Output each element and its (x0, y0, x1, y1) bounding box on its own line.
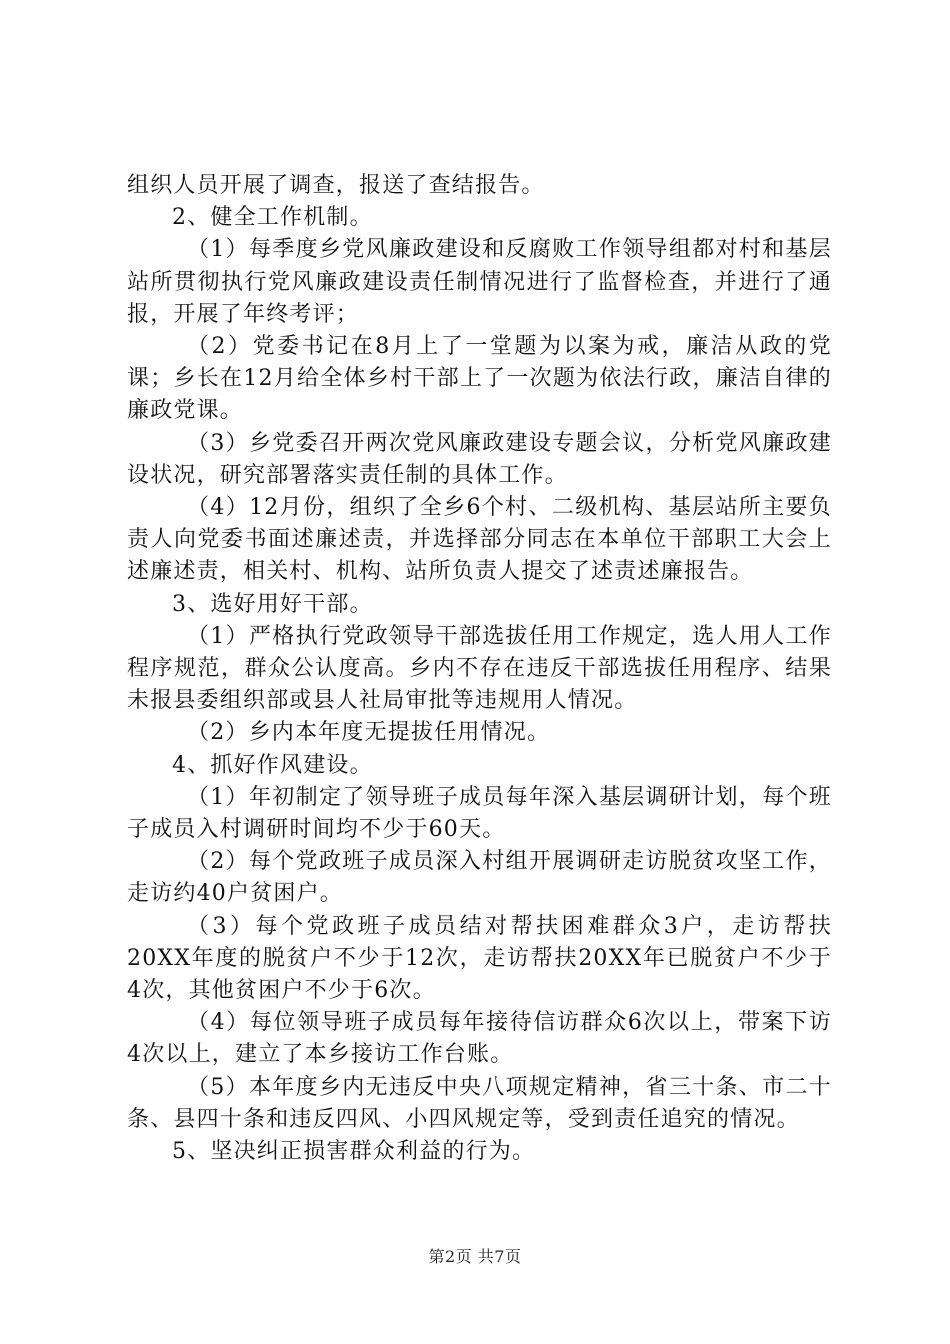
section-heading: 2、健全工作机制。 (172, 205, 373, 231)
body-paragraph: （3）乡党委召开两次党风廉政建设专题会议，分析党风廉政建设状况，研究部署落实责任制的具体工作。 (127, 430, 832, 488)
body-paragraph: （2）每个党政班子成员深入村组开展调研走访脱贫攻坚工作，走访约40户贫困户。 (127, 849, 832, 907)
section-heading: 4、抓好作风建设。 (172, 752, 373, 778)
body-paragraph: （5）本年度乡内无违反中央八项规定精神，省三十条、市二十条、县四十条和违反四风、小四风规定等，受到责任追究的情况。 (127, 1074, 832, 1132)
body-paragraph: 组织人员开展了调查，报送了查结报告。 (127, 173, 545, 198)
page-footer: 第2页 共7页 (428, 1247, 522, 1266)
section-heading: 3、选好用好干部。 (172, 591, 373, 617)
body-paragraph: （1）每季度乡党风廉政建设和反腐败工作领导组都对村和基层站所贯彻执行党风廉政建设责任制情况进行了监督检查，并进行了通报，开展了年终考评； (127, 237, 832, 327)
body-paragraph: （3）每个党政班子成员结对帮扶困难群众3户，走访帮扶20XX年度的脱贫户不少于12次，走访帮扶20XX年已脱贫户不少于4次，其他贫困户不少于6次。 (127, 913, 832, 1004)
body-paragraph: （1）严格执行党政领导干部选拔任用工作规定，选人用人工作程序规范，群众公认度高。乡内不存在违反干部选拔任用程序、结果未报县委组织部或县人社局审批等违规用人情况。 (127, 623, 832, 714)
body-paragraph: （2）党委书记在8月上了一堂题为以案为戒，廉洁从政的党课；乡长在12月给全体乡村干部上了一次题为依法行政，廉洁自律的廉政党课。 (127, 334, 832, 424)
section-heading: 5、坚决纠正损害群众利益的行为。 (172, 1139, 536, 1165)
body-paragraph: （4）每位领导班子成员每年接待信访群众6次以上，带案下访4次以上，建立了本乡接访工作台账。 (127, 1010, 832, 1068)
document-body (127, 170, 832, 1168)
body-paragraph: （2）乡内本年度无提拔任用情况。 (187, 720, 551, 746)
body-paragraph: （4）12月份，组织了全乡6个村、二级机构、基层站所主要负责人向党委书面述廉述责，并选择部分同志在本单位干部职工大会上述廉述责，相关村、机构、站所负责人提交了述责述廉报告。 (127, 495, 832, 585)
body-paragraph: （1）年初制定了领导班子成员每年深入基层调研计划，每个班子成员入村调研时间均不少于60天。 (127, 784, 832, 843)
